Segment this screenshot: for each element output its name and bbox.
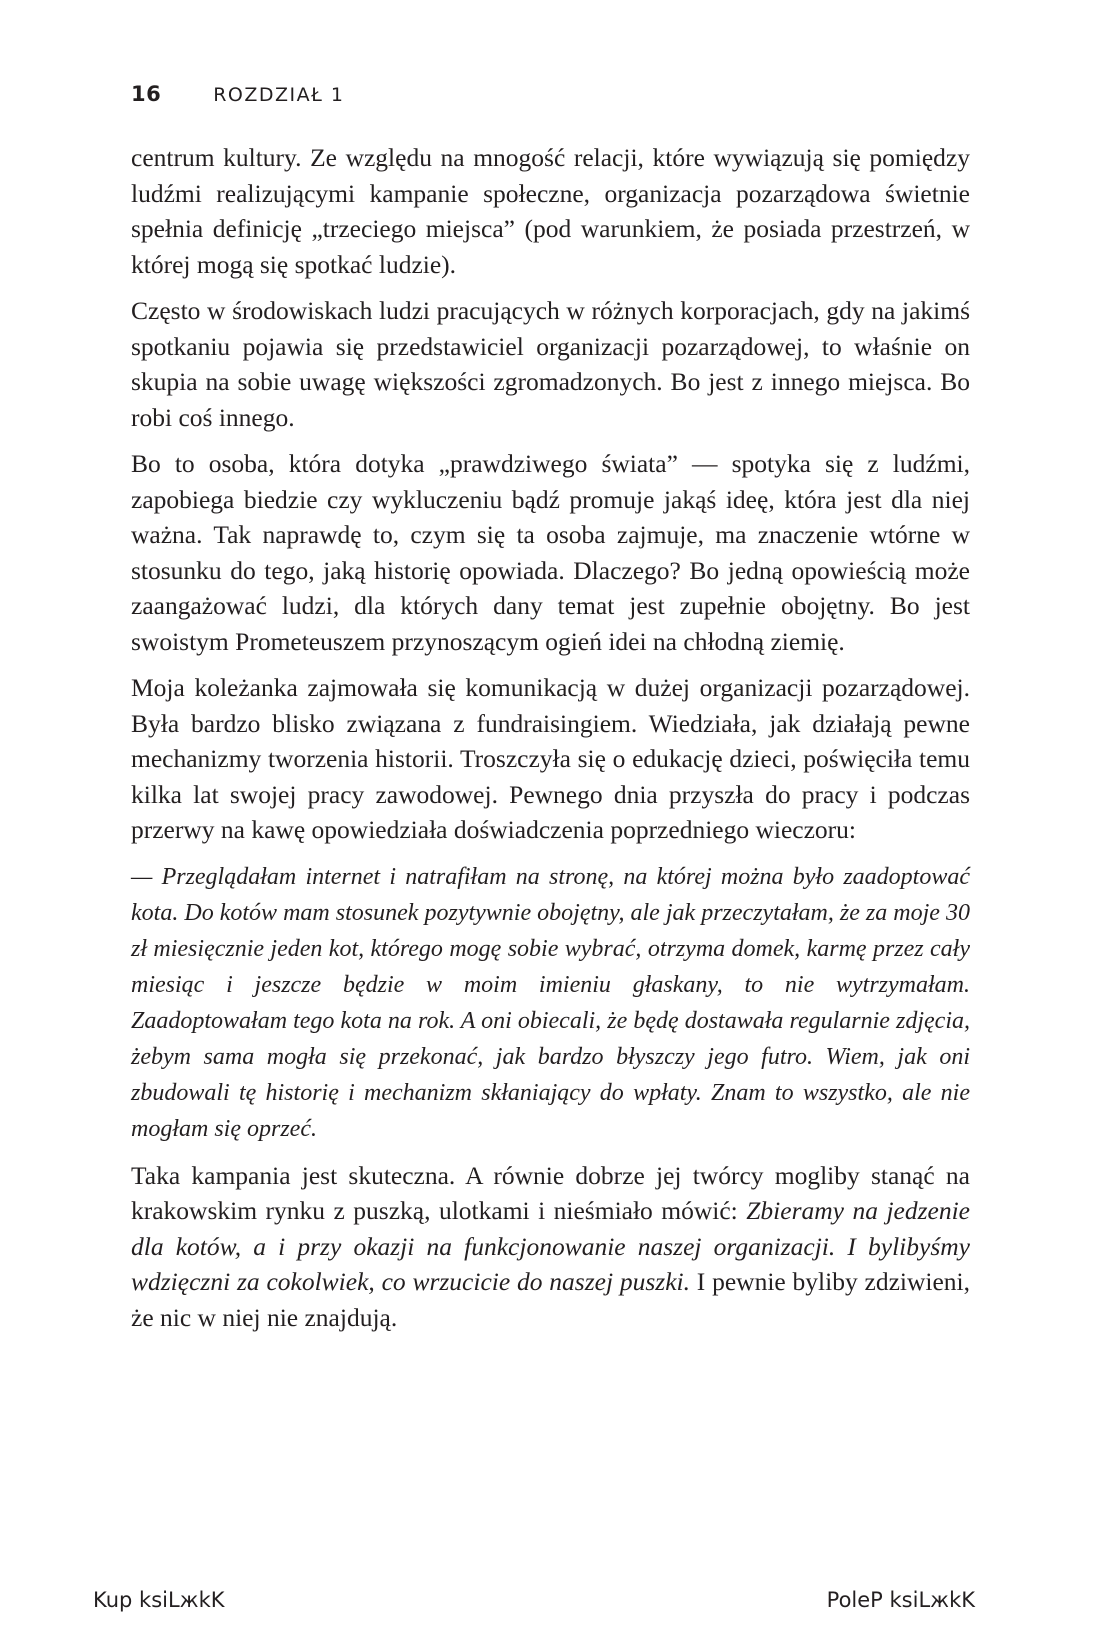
page-number: 16 [131, 82, 162, 106]
footer-recommend-book-link[interactable]: PoleP ksiLжkK [826, 1588, 975, 1612]
footer-buy-book-link[interactable]: Kup ksiLжkK [93, 1588, 225, 1612]
quoted-paragraph: — Przeglądałam internet i natrafiłam na stronę, na której można było zaadoptować kota. Do kotów mam stosunek pozytywnie obojętny, ale jak przeczytałam, że za moje 30 zł miesięcznie jeden kot, którego mogę sobie wybrać, otrzyma domek, karmę przez cały miesiąc i jeszcze będzie w moim imieniu głaskany, to nie wytrzymałam. Zaadoptowałam tego kota na rok. A oni obiecali, że będę dostawała regularnie zdjęcia, żebym sama mogła się przekonać, jak bardzo błyszczy jego futro. Wiem, jak oni zbudowali tę historię i mechanizm skłaniający do wpłaty. Znam to wszystko, ale nie mogłam się oprzeć. [131, 863, 970, 1142]
body-text [131, 140, 970, 1346]
paragraph-2: Często w środowiskach ludzi pracujących w różnych korporacjach, gdy na jakimś spotkaniu pojawia się przedstawiciel organizacji pozarządowej, to właśnie on skupia na sobie uwagę większości zgromadzonych. Bo jest z innego miejsca. Bo robi coś innego. [131, 296, 970, 432]
paragraph-6 [131, 1158, 970, 1336]
paragraph-6-end: I pewnie byliby zdziwieni, że nic w niej nie znajdują. [131, 1267, 971, 1332]
paragraph-1: centrum kultury. Ze względu na mnogość relacji, które wywiązują się pomiędzy ludźmi realizującymi kampanie społeczne, organizacja pozarządowa świetnie spełnia definicję „trzeciego miejsca” (pod warunkiem, że posiada przestrzeń, w której mogą się spotkać ludzie). [131, 143, 970, 279]
paragraph-6-start: Taka kampania jest skuteczna. A równie dobrze jej twórcy mogliby stanąć na krakowskim rynku z puszką, ulotkami i nieśmiało mówić: [131, 1160, 970, 1225]
chapter-label: ROZDZIAŁ 1 [213, 84, 345, 106]
running-head [131, 82, 344, 106]
paragraph-4: Moja koleżanka zajmowała się komunikacją w dużej organizacji pozarządowej. Była bardzo blisko związana z fundraisingiem. Wiedziała, jak działają pewne mechanizmy tworzenia historii. Troszczyła się o edukację dzieci, poświęciła temu kilka lat swojej pracy zawodowej. Pewnego dnia przyszła do pracy i podczas przerwy na kawę opowiedziała doświadczenia poprzedniego wieczoru: [131, 673, 970, 844]
paragraph-3: Bo to osoba, która dotyka „prawdziwego świata” — spotyka się z ludźmi, zapobiega biedzie czy wykluczeniu bądź promuje jakąś ideę, która jest dla niej ważna. Tak naprawdę to, czym się ta osoba zajmuje, ma znaczenie wtórne w stosunku do tego, jaką historię opowiada. Dlaczego? Bo jedną opowieścią może zaangażować ludzi, dla których dany temat jest zupełnie obojętny. Bo jest swoistym Prometeuszem przynoszącym ogień idei na chłodną ziemię. [131, 449, 970, 656]
paragraph-6-italic: Zbieramy na jedzenie dla kotów, a i przy okazji na funkcjonowanie naszej organizacji. I bylibyśmy wdzięczni za cokolwiek, co wrzucicie do naszej puszki. [131, 1196, 970, 1296]
